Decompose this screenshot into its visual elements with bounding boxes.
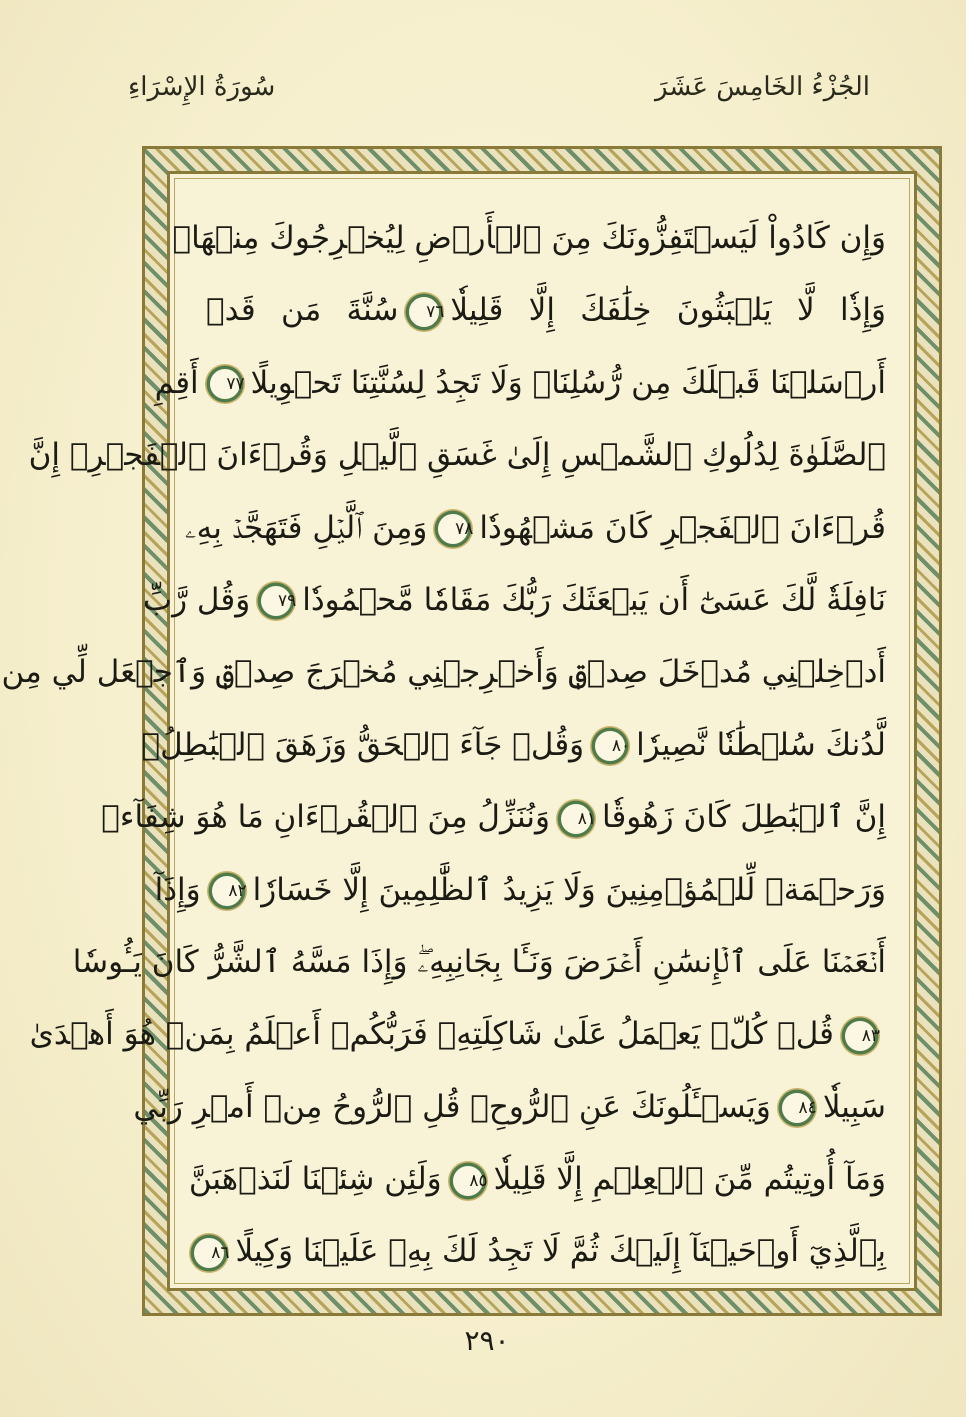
verse-text-continued: وَقُل رَّبِّ bbox=[142, 581, 251, 618]
verse-line bbox=[101, 781, 886, 853]
verse-line bbox=[29, 998, 886, 1070]
ayah-number-marker: ٧٦ bbox=[404, 292, 444, 332]
verse-text: لَّدُنكَ سُلۡطَٰنٗا نَّصِيرٗا bbox=[636, 726, 886, 763]
verse-line bbox=[133, 1071, 886, 1143]
verse-text-continued: وَقُلۡ جَآءَ ٱلۡحَقُّ وَزَهَقَ ٱلۡبَٰطِلُۚ bbox=[141, 726, 585, 763]
verse-line bbox=[72, 926, 886, 998]
juz-header: الجُزْءُ الخَامِسَ عَشَرَ bbox=[654, 72, 870, 102]
verse-line bbox=[1, 636, 886, 708]
surah-name-header: سُورَةُ الإِسْرَاءِ bbox=[128, 72, 276, 102]
verse-line bbox=[188, 1143, 886, 1215]
ayah-number-marker: ٨٥ bbox=[448, 1161, 488, 1201]
ayah-number-marker: ٨٣ bbox=[840, 1016, 880, 1056]
ayah-number-marker: ٨٤ bbox=[777, 1088, 817, 1128]
verse-line bbox=[154, 347, 886, 419]
verse-text-continued: وَنُنَزِّلُ مِنَ ٱلۡقُرۡءَانِ مَا هُوَ شِفَآءٞ bbox=[101, 799, 551, 836]
verse-text: وَمَآ أُوتِيتُم مِّنَ ٱلۡعِلۡمِ إِلَّا قَلِيلٗا bbox=[493, 1161, 886, 1198]
verse-text: سَبِيلٗا bbox=[822, 1088, 886, 1125]
verse-line bbox=[184, 492, 886, 564]
verse-text: أَنۡعَمۡنَا عَلَى ٱلۡإِنسَٰنِ أَعۡرَضَ وَنَـَٔا بِجَانِبِهِۦۖ وَإِذَا مَسَّهُ ٱلشَّرُّ كَانَ يَـُٔوسٗا bbox=[72, 943, 886, 980]
verse-text: ٱلصَّلَوٰةَ لِدُلُوكِ ٱلشَّمۡسِ إِلَىٰ غَسَقِ ٱلَّيۡلِ وَقُرۡءَانَ ٱلۡفَجۡرِۖ إِنَّ bbox=[28, 437, 886, 474]
ayah-number-marker: ٨٠ bbox=[590, 726, 630, 766]
verse-line bbox=[172, 202, 886, 274]
verse-text: قُرۡءَانَ ٱلۡفَجۡرِ كَانَ مَشۡهُودٗا bbox=[479, 509, 886, 546]
ayah-number-marker: ٨١ bbox=[556, 799, 596, 839]
text-panel bbox=[1, 171, 917, 1291]
verse-text: وَرَحۡمَةٞ لِّلۡمُؤۡمِنِينَ وَلَا يَزِيدُ ٱلظَّٰلِمِينَ إِلَّا خَسَارٗا bbox=[252, 871, 886, 908]
verse-text: إِنَّ ٱلۡبَٰطِلَ كَانَ زَهُوقٗا bbox=[602, 799, 886, 836]
verse-text: وَإِذٗا لَّا يَلۡبَثُونَ خِلَٰفَكَ إِلَّا قَلِيلٗا bbox=[450, 292, 886, 329]
verse-text: أَدۡخِلۡنِي مُدۡخَلَ صِدۡقٖ وَأَخۡرِجۡنِي مُخۡرَجَ صِدۡقٖ وَٱجۡعَل لِّي مِن bbox=[1, 654, 886, 691]
ayah-number-marker: ٨٢ bbox=[207, 871, 247, 911]
verse-text-continued: وَمِنَ ٱلَّيۡلِ فَتَهَجَّدۡ بِهِۦ bbox=[184, 509, 428, 546]
page-number: ٢٩٠ bbox=[464, 1324, 510, 1357]
verse-text-continued: وَيَسۡـَٔلُونَكَ عَنِ ٱلرُّوحِۖ قُلِ ٱلرُّوحُ مِنۡ أَمۡرِ رَبِّي bbox=[133, 1088, 771, 1125]
verse-text: بِٱلَّذِيٓ أَوۡحَيۡنَآ إِلَيۡكَ ثُمَّ لَا تَجِدُ لَكَ بِهِۦ عَلَيۡنَا وَكِيلًا bbox=[235, 1233, 886, 1270]
verse-text-continued: وَإِذَآ bbox=[154, 871, 201, 908]
verse-text-continued: سُنَّةَ مَن قَدۡ bbox=[206, 292, 399, 329]
scan-edge bbox=[966, 0, 974, 1417]
verse-line bbox=[141, 709, 886, 781]
ayah-number-marker: ٧٨ bbox=[433, 509, 473, 549]
verse-line bbox=[142, 564, 886, 636]
verse-line bbox=[206, 274, 886, 346]
verse-text-continued: أَقِمِ bbox=[154, 364, 199, 401]
verse-text: وَإِن كَادُواْ لَيَسۡتَفِزُّونَكَ مِنَ ٱلۡأَرۡضِ لِيُخۡرِجُوكَ مِنۡهَاۖ bbox=[172, 220, 886, 256]
ornamental-frame bbox=[1, 146, 942, 1316]
ayah-number-marker: ٨٦ bbox=[189, 1233, 229, 1273]
quran-text bbox=[1, 202, 886, 1288]
verse-text: أَرۡسَلۡنَا قَبۡلَكَ مِن رُّسُلِنَاۖ وَلَا تَجِدُ لِسُنَّتِنَا تَحۡوِيلًا bbox=[250, 364, 886, 401]
ayah-number-marker: ٧٧ bbox=[205, 364, 245, 404]
verse-line bbox=[206, 1215, 886, 1287]
verse-line bbox=[28, 419, 886, 491]
ayah-number-marker: ٧٩ bbox=[256, 581, 296, 621]
verse-line bbox=[154, 854, 886, 926]
verse-text-continued: وَلَئِن شِئۡنَا لَنَذۡهَبَنَّ bbox=[188, 1161, 442, 1198]
verse-text-continued: قُلۡ كُلّٞ يَعۡمَلُ عَلَىٰ شَاكِلَتِهِۦ فَرَبُّكُمۡ أَعۡلَمُ بِمَنۡ هُوَ أَهۡدَىٰ bbox=[29, 1016, 834, 1053]
verse-text: نَافِلَةٗ لَّكَ عَسَىٰٓ أَن يَبۡعَثَكَ رَبُّكَ مَقَامٗا مَّحۡمُودٗا bbox=[302, 581, 886, 618]
